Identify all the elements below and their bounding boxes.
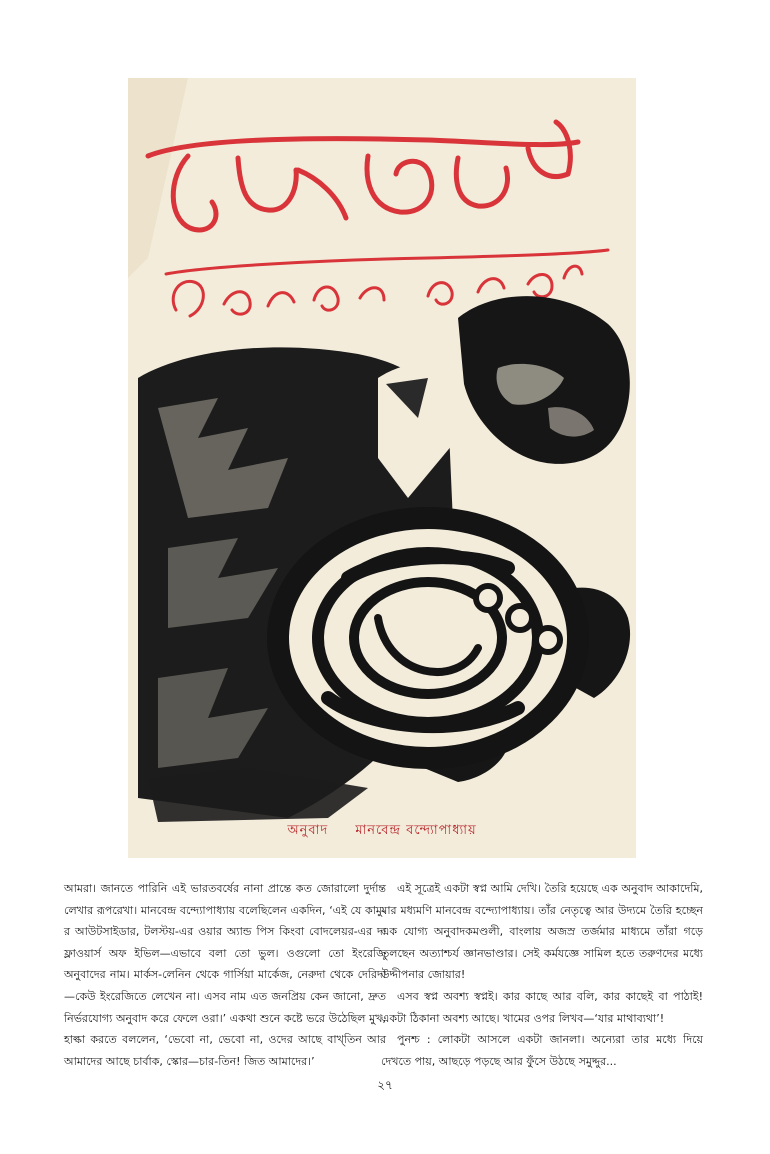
paragraph: এসব স্বপ্ন অবশ্য স্বপ্নই। কার কাছে আর বলি, কার কাছেই বা পাঠাই! একটা ঠিকানা অবশ্য আছে। খামের ওপর লিখব—‘যার মাথাব্যথা’! (381, 989, 703, 1025)
cover-french-horn (278, 518, 578, 758)
paragraph: এই সূত্রেই একটা স্বপ্ন আমি দেখি। তৈরি হয়েছে এক অনুবাদ আকাদেমি, যার মধ্যমণি মানবেন্দ্র বন্দ্যোপাধ্যায়। তাঁর নেতৃত্বে আর উদ্যমে তৈরি হচ্ছেন এক যোগ্য অনুবাদকমণ্ডলী, বাংলায় অজস্র তর্জমার মাধ্যমে তাঁরা গড়ে তুলছেন অত্যাশ্চর্য জ্ঞানভাণ্ডার। সেই কর্মযজ্ঞে সামিল হতে তরুণদের মধ্যে উদ্দীপনার জোয়ার! (381, 882, 703, 982)
cover-credit-name: মানবেন্দ্র বন্দ্যোপাধ্যায় (355, 823, 477, 838)
cover-credit-label: অনুবাদ (287, 823, 329, 838)
cover-credit (128, 821, 636, 842)
page-number: ২৭ (377, 1078, 393, 1092)
cover-illustration (128, 78, 636, 858)
paragraph: পুনশ্চ : লোকটা আসলে একটা জানলা। অন্যেরা তার মধ্যে দিয়ে দেখতে পায়, আছড়ে পড়ছে আর ফুঁসে উঠছে সমুদ্দুর... (381, 1033, 703, 1068)
paragraph: আমরা। জানতে পারিনি এই ভারতবর্ষের নানা প্রান্তে কত জোরালো দুর্দান্ত লেখার রূপরেখা। মানবেন্দ্র বন্দ্যোপাধ্যায় বলেছিলেন একদিন, ‘এই যে কামু-র আউটসাইডার, টলস্টয়-এর ওয়ার অ্যান্ড পিস কিংবা বোদলেয়র-এর দ্য ফ্লাওয়ার্স অফ ইভিল—এভাবে বলা তো ভুল। ওগুলো তো ইংরেজি অনুবাদের নাম। মার্কস-লেনিন থেকে গার্সিয়া মার্কেজ, নেরুদা থেকে দেরিদা—কেউ ইংরেজিতে লেখেন না। এসব নাম এত জনপ্রিয় কেন জানো, দ্রুত নির্ভরযোগ্য অনুবাদ করে ফেলে ওরা।’ একথা শুনে কষ্টে ভরে উঠেছিল মুখ, হাল্কা করতে বললেন, ‘ভেবো না, ভেবো না, ওদের আছে বাখ্‌তিন আর আমাদের আছে চার্বাক, স্কোর—চার-তিন! জিত আমাদের।’ (64, 882, 386, 1068)
left-column (64, 878, 386, 1072)
book-cover (128, 78, 636, 858)
right-column (381, 878, 703, 1072)
